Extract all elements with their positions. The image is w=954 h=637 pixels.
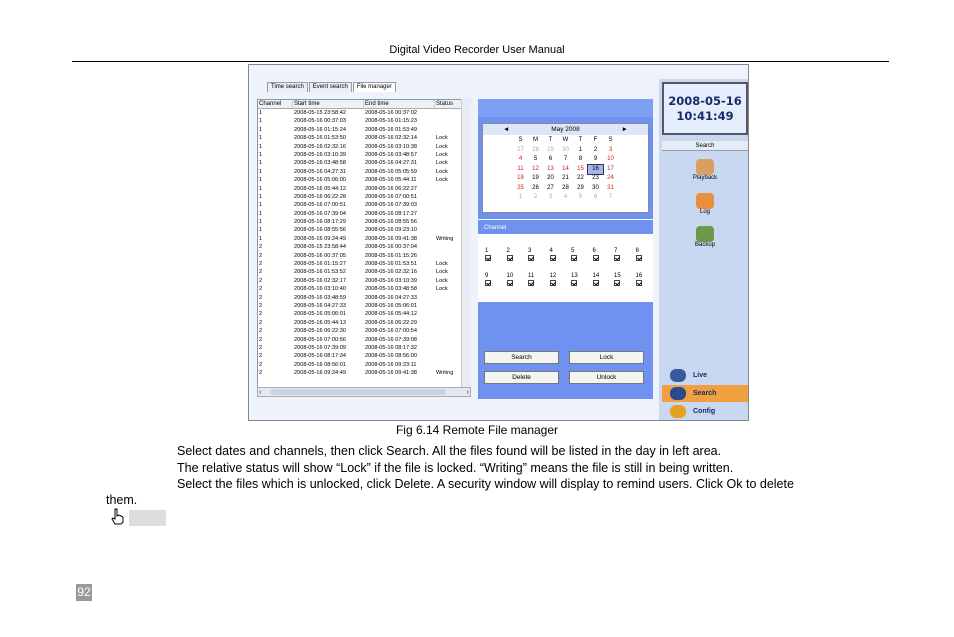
- page-number: 92: [77, 585, 91, 599]
- calendar-day[interactable]: 29: [547, 146, 554, 153]
- sidebar-search-header: Search: [662, 141, 748, 151]
- weekday-label: S: [608, 137, 613, 143]
- cell-status: Lock: [436, 286, 448, 293]
- channel-number: 14: [592, 273, 600, 279]
- cell-status: Lock: [436, 277, 448, 284]
- cell-end-time: 2008-05-16 07:39:08: [365, 336, 417, 343]
- checkbox-icon[interactable]: [528, 280, 534, 286]
- channel-number: 11: [528, 273, 535, 279]
- channel-checkbox[interactable]: [593, 273, 615, 289]
- table-row[interactable]: [258, 285, 470, 293]
- table-row[interactable]: [258, 310, 470, 318]
- table-row[interactable]: [258, 268, 470, 276]
- running-header: Digital Video Recorder User Manual: [389, 44, 565, 56]
- channel-number: 3: [528, 248, 532, 254]
- col-status[interactable]: Status: [436, 101, 454, 107]
- checkbox-icon[interactable]: [485, 255, 491, 261]
- checkbox-icon[interactable]: [550, 255, 556, 261]
- weekday-label: M: [533, 137, 538, 143]
- backup-icon: [696, 226, 714, 242]
- scroll-left-icon[interactable]: ‹: [259, 389, 262, 396]
- channel-number: 13: [571, 273, 578, 279]
- col-end-time[interactable]: End time: [364, 100, 435, 108]
- channel-checkbox[interactable]: [614, 248, 636, 273]
- calendar-day[interactable]: 17: [607, 165, 614, 172]
- cell-start-time: 2008-05-16 02:32:17: [294, 277, 346, 284]
- cell-start-time: 2008-05-16 05:44:12: [294, 185, 346, 192]
- cell-end-time: 2008-05-16 03:48:57: [365, 151, 417, 158]
- tab-file-manager[interactable]: File manager: [353, 82, 396, 92]
- cell-channel: 1: [259, 118, 263, 125]
- delete-button[interactable]: Delete: [484, 371, 559, 384]
- calendar-day[interactable]: 19: [532, 175, 539, 181]
- search-nav-button[interactable]: [662, 385, 748, 402]
- log-icon: [696, 193, 714, 209]
- calendar-day[interactable]: 12: [532, 165, 539, 172]
- cell-start-time: 2008-05-16 07:00:56: [294, 336, 346, 343]
- channel-checkbox[interactable]: [528, 248, 550, 273]
- channel-checkbox[interactable]: [485, 248, 507, 273]
- calendar-day[interactable]: 25: [517, 184, 524, 191]
- channel-checkbox[interactable]: [593, 248, 615, 273]
- cell-status: Lock: [436, 151, 448, 158]
- checkbox-icon[interactable]: [485, 280, 491, 286]
- table-header: [258, 100, 470, 109]
- cell-end-time: 2008-05-16 06:22:29: [365, 319, 417, 326]
- cell-channel: 2: [259, 319, 263, 326]
- table-row[interactable]: [258, 302, 470, 310]
- channel-checkbox[interactable]: [571, 273, 593, 289]
- table-row[interactable]: [258, 243, 470, 251]
- calendar-day[interactable]: 29: [577, 184, 584, 191]
- channel-number: 9: [485, 273, 489, 279]
- cell-end-time: 2008-05-16 07:00:51: [365, 193, 417, 200]
- cell-channel: 1: [259, 193, 263, 200]
- calendar-grid: [483, 136, 648, 203]
- cell-start-time: 2008-05-16 09:24:49: [294, 235, 346, 242]
- cell-start-time: 2008-05-16 03:48:58: [294, 160, 346, 167]
- checkbox-icon[interactable]: [550, 280, 556, 286]
- table-row[interactable]: [258, 168, 470, 176]
- calendar-day[interactable]: 2: [593, 146, 598, 153]
- cell-channel: 1: [259, 235, 263, 242]
- cell-channel: 2: [259, 344, 263, 351]
- calendar-day[interactable]: 6: [548, 156, 553, 162]
- calendar-day[interactable]: 2: [533, 194, 538, 200]
- table-row[interactable]: [258, 252, 470, 260]
- calendar-day[interactable]: 4: [563, 194, 568, 200]
- table-row[interactable]: [258, 352, 470, 360]
- calendar-day[interactable]: 5: [533, 156, 538, 162]
- cell-end-time: 2008-05-16 09:41:38: [365, 235, 417, 242]
- cell-channel: 1: [259, 160, 263, 167]
- note-placeholder: [129, 510, 166, 526]
- calendar-day[interactable]: 9: [593, 156, 598, 162]
- cell-channel: 2: [259, 261, 263, 268]
- table-row[interactable]: [258, 218, 470, 226]
- checkbox-icon[interactable]: [593, 255, 599, 261]
- cell-start-time: 2008-05-16 04:27:33: [294, 302, 346, 309]
- cell-channel: 2: [259, 277, 263, 284]
- table-row[interactable]: [258, 260, 470, 268]
- cell-start-time: 2008-05-16 06:22:30: [294, 328, 346, 335]
- col-start-time[interactable]: Start time: [293, 100, 364, 108]
- clock-time: 10:41:49: [676, 109, 734, 123]
- cell-start-time: 2008-05-15 23:58:42: [294, 110, 346, 116]
- cell-end-time: 2008-05-16 04:27:33: [365, 294, 417, 301]
- checkbox-icon[interactable]: [571, 255, 577, 261]
- cell-channel: 2: [259, 302, 263, 309]
- cell-channel: 1: [259, 126, 263, 133]
- cell-start-time: 2008-05-16 03:48:59: [294, 294, 346, 301]
- calendar-day[interactable]: 24: [607, 175, 614, 181]
- cell-start-time: 2008-05-16 01:53:50: [294, 135, 346, 142]
- cell-start-time: 2008-05-16 00:37:03: [294, 118, 346, 125]
- cell-end-time: 2008-05-16 08:17:32: [365, 344, 417, 351]
- table-row[interactable]: [258, 185, 470, 193]
- cell-end-time: 2008-05-16 01:15:26: [365, 252, 417, 259]
- calendar-day[interactable]: 21: [562, 175, 569, 181]
- cell-status: Lock: [436, 143, 448, 150]
- weekday-label: T: [578, 137, 583, 143]
- search-icon: [670, 387, 686, 400]
- cell-end-time: 2008-05-16 09:41:38: [365, 370, 417, 377]
- channel-checkbox[interactable]: [614, 273, 636, 289]
- scroll-thumb[interactable]: [270, 389, 446, 395]
- cell-end-time: 2008-05-16 03:10:38: [365, 143, 417, 150]
- cell-start-time: 2008-05-16 03:10:40: [294, 286, 346, 293]
- calendar-day[interactable]: 7: [608, 194, 613, 200]
- channel-checkbox[interactable]: [571, 248, 593, 273]
- cell-channel: 2: [259, 294, 263, 301]
- cell-channel: 2: [259, 252, 263, 259]
- cell-start-time: 2008-05-16 07:00:51: [294, 202, 346, 209]
- cell-start-time: 2008-05-16 08:55:56: [294, 227, 346, 234]
- cell-channel: 2: [259, 336, 263, 343]
- table-row[interactable]: [258, 361, 470, 369]
- calendar-day[interactable]: 28: [562, 184, 569, 191]
- calendar-day[interactable]: 18: [517, 175, 524, 181]
- calendar-day[interactable]: 30: [562, 146, 569, 153]
- cell-channel: 1: [259, 210, 263, 217]
- calendar-day[interactable]: 30: [592, 184, 599, 191]
- cell-start-time: 2008-05-16 03:10:39: [294, 151, 346, 158]
- log-item[interactable]: [662, 193, 748, 215]
- cell-start-time: 2008-05-16 09:24:49: [294, 370, 346, 377]
- cell-end-time: 2008-05-16 05:44:11: [365, 177, 417, 184]
- cell-channel: 1: [259, 135, 263, 142]
- scroll-right-icon[interactable]: ›: [466, 389, 469, 396]
- file-table: [257, 99, 471, 388]
- channel-number: 4: [549, 248, 553, 254]
- backup-label: Backup: [694, 242, 715, 248]
- cell-start-time: 2008-05-16 05:06:00: [294, 177, 346, 184]
- control-panel-top: [478, 99, 653, 117]
- cell-channel: 1: [259, 227, 263, 234]
- cell-end-time: 2008-05-16 06:22:27: [365, 185, 417, 192]
- cell-channel: 2: [259, 328, 263, 335]
- playback-item[interactable]: [662, 159, 748, 181]
- cell-channel: 2: [259, 286, 263, 293]
- table-row[interactable]: [258, 134, 470, 142]
- cell-end-time: 2008-05-16 05:06:01: [365, 302, 417, 309]
- channel-number: 1: [485, 248, 489, 254]
- calendar-day[interactable]: 1: [578, 146, 583, 153]
- cell-end-time: 2008-05-16 03:48:58: [365, 286, 417, 293]
- checkbox-icon[interactable]: [507, 280, 513, 286]
- col-channel[interactable]: Channel: [258, 100, 293, 108]
- cell-start-time: 2008-05-16 01:53:52: [294, 269, 346, 276]
- channel-checkbox[interactable]: [550, 248, 572, 273]
- table-row[interactable]: [258, 159, 470, 167]
- table-row[interactable]: [258, 294, 470, 302]
- cell-end-time: 2008-05-16 05:44:12: [365, 311, 417, 318]
- calendar-day[interactable]: 1: [518, 194, 523, 200]
- cell-end-time: 2008-05-16 07:00:54: [365, 328, 417, 335]
- cell-start-time: 2008-05-16 02:32:16: [294, 143, 346, 150]
- calendar-day[interactable]: 6: [593, 194, 598, 200]
- cell-end-time: 2008-05-16 05:05:59: [365, 168, 417, 175]
- table-row[interactable]: [258, 327, 470, 335]
- checkbox-icon[interactable]: [636, 280, 642, 286]
- calendar-day[interactable]: 28: [532, 146, 539, 153]
- table-row[interactable]: [258, 210, 470, 218]
- calendar-day[interactable]: 16: [588, 165, 603, 175]
- next-month-icon[interactable]: ►: [621, 126, 628, 133]
- calendar-day[interactable]: 27: [547, 184, 554, 191]
- cell-end-time: 2008-05-16 09:23:11: [365, 361, 417, 368]
- cell-status: Lock: [436, 177, 448, 184]
- weekday-label: F: [593, 137, 598, 143]
- paragraph-2: The relative status will show “Lock” if the file is locked. “Writing” means the file is still in being written.: [177, 461, 734, 475]
- calendar-day[interactable]: 20: [547, 175, 554, 181]
- calendar-day[interactable]: 27: [517, 146, 524, 153]
- figure-caption: Fig 6.14 Remote File manager: [395, 423, 559, 437]
- checkbox-icon[interactable]: [593, 280, 599, 286]
- clock-display: [662, 82, 748, 135]
- table-row[interactable]: [258, 143, 470, 151]
- table-row[interactable]: [258, 201, 470, 209]
- channel-checkbox[interactable]: [528, 273, 550, 289]
- cell-channel: 1: [259, 168, 263, 175]
- cell-channel: 1: [259, 219, 263, 226]
- remote-file-manager-screenshot: [248, 64, 749, 421]
- unlock-button[interactable]: Unlock: [569, 371, 644, 384]
- cell-end-time: 2008-05-16 09:23:10: [365, 227, 417, 234]
- cell-status: Lock: [436, 168, 448, 175]
- table-row[interactable]: [258, 126, 470, 134]
- table-row[interactable]: [258, 176, 470, 184]
- calendar: [482, 123, 649, 213]
- calendar-day[interactable]: 22: [577, 175, 584, 181]
- config-label: Config: [693, 408, 716, 415]
- checkbox-icon[interactable]: [614, 280, 620, 286]
- cell-start-time: 2008-05-16 00:37:05: [294, 252, 346, 259]
- calendar-day[interactable]: 23: [592, 175, 599, 181]
- prev-month-icon[interactable]: ◄: [503, 126, 510, 133]
- channel-number: 2: [506, 248, 510, 254]
- cell-start-time: 2008-05-16 01:15:27: [294, 261, 346, 268]
- calendar-month: May 2008: [551, 126, 580, 133]
- channel-number: 15: [614, 273, 621, 279]
- cell-start-time: 2008-05-16 01:15:24: [294, 126, 346, 133]
- cell-end-time: 2008-05-16 00:37:02: [365, 110, 417, 116]
- table-row[interactable]: [258, 319, 470, 327]
- cell-channel: 2: [259, 370, 263, 377]
- cell-channel: 2: [259, 361, 263, 368]
- playback-icon: [696, 159, 714, 175]
- gear-icon: [670, 405, 686, 418]
- channel-number: 8: [635, 248, 639, 254]
- tab-bar: [267, 82, 397, 92]
- config-nav-button[interactable]: [662, 403, 748, 420]
- calendar-day[interactable]: 11: [517, 165, 524, 172]
- channel-number: 5: [571, 248, 575, 254]
- cell-end-time: 2008-05-16 01:53:51: [365, 261, 417, 268]
- cell-status: Lock: [436, 135, 448, 142]
- backup-item[interactable]: [662, 226, 748, 248]
- horizontal-scrollbar[interactable]: [257, 387, 471, 397]
- checkbox-icon[interactable]: [571, 280, 577, 286]
- table-row[interactable]: [258, 151, 470, 159]
- header-rule: [72, 61, 889, 62]
- calendar-day[interactable]: 10: [607, 156, 614, 162]
- calendar-day[interactable]: 8: [578, 156, 583, 162]
- channel-checkbox[interactable]: [507, 273, 529, 289]
- channel-label: Channel: [484, 225, 507, 231]
- channel-checkbox[interactable]: [507, 248, 529, 273]
- cell-channel: 1: [259, 177, 263, 184]
- weekday-label: W: [562, 137, 569, 143]
- channel-checkbox[interactable]: [550, 273, 572, 289]
- cell-start-time: 2008-05-16 07:39:04: [294, 210, 346, 217]
- cell-channel: 2: [259, 353, 263, 360]
- cell-end-time: 2008-05-16 02:32:14: [365, 135, 417, 142]
- table-body: [258, 109, 470, 378]
- cell-start-time: 2008-05-16 08:17:29: [294, 219, 346, 226]
- table-row[interactable]: [258, 369, 470, 377]
- calendar-day[interactable]: 3: [608, 146, 613, 153]
- cell-status: Lock: [436, 261, 448, 268]
- table-row[interactable]: [258, 344, 470, 352]
- cell-end-time: 2008-05-16 07:39:03: [365, 202, 417, 209]
- calendar-day[interactable]: 3: [548, 194, 553, 200]
- cell-start-time: 2008-05-16 05:44:13: [294, 319, 346, 326]
- cell-end-time: 2008-05-16 03:10:39: [365, 277, 417, 284]
- calendar-day[interactable]: 26: [532, 184, 539, 191]
- live-nav-button[interactable]: [662, 367, 748, 384]
- cell-start-time: 2008-05-16 08:17:34: [294, 353, 346, 360]
- paragraph-3-continued: them.: [106, 493, 138, 507]
- calendar-day[interactable]: 15: [577, 165, 584, 172]
- channel-checkboxes: [485, 248, 657, 289]
- cell-channel: 2: [259, 244, 263, 251]
- checkbox-icon[interactable]: [636, 255, 642, 261]
- cell-channel: 1: [259, 185, 263, 192]
- channel-checkbox[interactable]: [636, 248, 658, 264]
- calendar-day[interactable]: 31: [607, 184, 614, 191]
- table-row[interactable]: [258, 109, 470, 117]
- checkbox-icon[interactable]: [507, 255, 513, 261]
- channel-checkbox[interactable]: [485, 273, 507, 289]
- cell-status: Lock: [436, 269, 448, 276]
- cell-status: Writing: [436, 235, 454, 242]
- calendar-day[interactable]: 5: [578, 194, 583, 200]
- calendar-day[interactable]: 13: [547, 165, 554, 172]
- table-row[interactable]: [258, 226, 470, 234]
- live-label: Live: [693, 372, 708, 379]
- cell-channel: 1: [259, 202, 263, 209]
- cell-end-time: 2008-05-16 01:15:23: [365, 118, 417, 125]
- calendar-day[interactable]: 14: [562, 165, 569, 172]
- tab-time-search[interactable]: Time search: [267, 82, 308, 92]
- channel-number: 6: [592, 248, 596, 254]
- table-row[interactable]: [258, 277, 470, 285]
- channel-number: 10: [506, 273, 514, 279]
- paragraph-1: Select dates and channels, then click Search. All the files found will be listed in the day in left area.: [177, 444, 722, 458]
- cell-channel: 2: [259, 311, 263, 318]
- table-row[interactable]: [258, 193, 470, 201]
- table-row[interactable]: [258, 235, 470, 243]
- channel-number: 12: [549, 273, 557, 279]
- vertical-scrollbar[interactable]: [461, 99, 471, 387]
- log-label: Log: [699, 209, 710, 215]
- cell-start-time: 2008-05-16 04:27:31: [294, 168, 346, 175]
- checkbox-icon[interactable]: [614, 255, 620, 261]
- lock-button[interactable]: Lock: [569, 351, 644, 364]
- cell-end-time: 2008-05-16 02:32:16: [365, 269, 417, 276]
- cell-channel: 1: [259, 110, 263, 116]
- cell-status: Writing: [436, 370, 454, 377]
- checkbox-icon[interactable]: [528, 255, 534, 261]
- cell-start-time: 2008-05-16 08:56:01: [294, 361, 346, 368]
- calendar-day[interactable]: 4: [518, 156, 523, 162]
- cell-start-time: 2008-05-15 23:58:44: [294, 244, 346, 251]
- hand-pointer-icon: [110, 508, 125, 525]
- cell-channel: 1: [259, 143, 263, 150]
- calendar-header: [483, 124, 648, 135]
- cell-end-time: 2008-05-16 01:53:49: [365, 126, 417, 133]
- weekday-label: S: [518, 137, 523, 143]
- cell-end-time: 2008-05-16 04:27:31: [365, 160, 417, 167]
- channel-number: 16: [635, 273, 643, 279]
- weekday-label: T: [548, 137, 553, 143]
- table-row[interactable]: [258, 336, 470, 344]
- cell-end-time: 2008-05-16 00:37:04: [365, 244, 417, 251]
- tab-event-search[interactable]: Event search: [309, 82, 352, 92]
- clock-date: 2008-05-16: [668, 94, 742, 108]
- paragraph-3: Select the files which is unlocked, click Delete. A security window will display to remind users. Click Ok to delete: [177, 477, 794, 491]
- playback-label: Playback: [692, 175, 718, 181]
- cell-status: Lock: [436, 160, 448, 167]
- search-button[interactable]: Search: [484, 351, 559, 364]
- cell-channel: 2: [259, 269, 263, 276]
- channel-checkbox[interactable]: [636, 273, 658, 289]
- cell-start-time: 2008-05-16 07:39:09: [294, 344, 346, 351]
- eye-icon: [670, 369, 686, 382]
- cell-end-time: 2008-05-16 08:17:27: [365, 210, 417, 217]
- cell-channel: 1: [259, 151, 263, 158]
- table-row[interactable]: [258, 117, 470, 125]
- search-nav-label: Search: [693, 390, 717, 397]
- cell-end-time: 2008-05-16 08:55:56: [365, 219, 417, 226]
- channel-number: 7: [614, 248, 618, 254]
- calendar-day[interactable]: 7: [563, 156, 568, 162]
- cell-end-time: 2008-05-16 08:56:00: [365, 353, 417, 360]
- cell-start-time: 2008-05-16 06:22:28: [294, 193, 346, 200]
- cell-start-time: 2008-05-16 05:06:01: [294, 311, 346, 318]
